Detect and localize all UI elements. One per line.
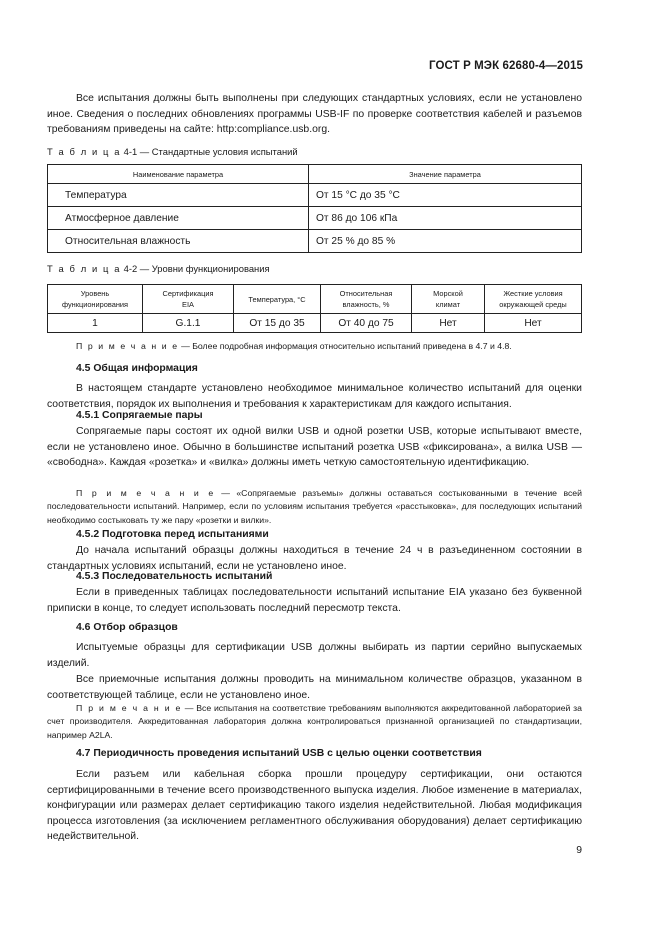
document-header: ГОСТ Р МЭК 62680-4—2015 bbox=[429, 60, 583, 72]
intro-paragraph: Все испытания должны быть выполнены при следующих стандартных условиях, если не установлено иное. Сведения о последних обновлениях программы USB-IF по проверке соответствия кабелей и разъемов требованиям приведены на сайте: http:compliance.usb.org. bbox=[47, 93, 582, 136]
page-number: 9 bbox=[576, 845, 582, 856]
note-text: — Более подробная информация относительно испытаний приведена в 4.7 и 4.8. bbox=[178, 341, 512, 351]
section-4-6-text-1: Испытуемые образцы для сертификации USB должны выбирать из партии серийно выпускаемых изделий. bbox=[47, 642, 582, 669]
table-cell: От 40 до 75 bbox=[321, 314, 412, 333]
table2-caption-text: 4-2 — Уровни функционирования bbox=[121, 263, 270, 274]
table1-caption-text: 4-1 — Стандартные условия испытаний bbox=[121, 146, 298, 157]
table-cell: 1 bbox=[48, 314, 143, 333]
table-cell: Нет bbox=[485, 314, 582, 333]
section-4-5-1-title: 4.5.1 Сопрягаемые пары bbox=[76, 410, 203, 421]
table-cell: Относительная влажность bbox=[48, 230, 309, 253]
note-label: П р и м е ч а н и е bbox=[76, 703, 182, 713]
header-line: Жесткие условия bbox=[503, 289, 563, 298]
table-cell: Атмосферное давление bbox=[48, 207, 309, 230]
table-row bbox=[48, 207, 582, 230]
table-header-cell: Значение параметра bbox=[309, 165, 582, 184]
table-cell: От 15 до 35 bbox=[234, 314, 321, 333]
table-header-row bbox=[48, 285, 582, 314]
table-cell: G.1.1 bbox=[143, 314, 234, 333]
table-cell: Нет bbox=[412, 314, 485, 333]
section-4-5-2-title: 4.5.2 Подготовка перед испытаниями bbox=[76, 529, 269, 540]
note-label: П р и м е ч а н и е bbox=[76, 488, 215, 498]
table-header-cell bbox=[143, 285, 234, 314]
standard-conditions-table bbox=[47, 164, 582, 253]
table1-caption bbox=[47, 146, 298, 157]
header-line: влажность, % bbox=[342, 300, 390, 309]
table-row bbox=[48, 230, 582, 253]
note-2 bbox=[47, 487, 582, 527]
table2-caption bbox=[47, 263, 270, 274]
header-line: Температура, °С bbox=[248, 294, 306, 304]
section-4-6-text-2: Все приемочные испытания должны проводить на минимальном количестве образцов, указанном в соответствующей таблице, если не установлено иное. bbox=[47, 674, 582, 701]
section-4-5-3-title: 4.5.3 Последовательность испытаний bbox=[76, 571, 273, 582]
table-row bbox=[48, 314, 582, 333]
table-header-cell: Наименование параметра bbox=[48, 165, 309, 184]
note-text: — «Сопрягаемые разъемы» должны оставаться состыкованными в течение всей последовательности испытаний. Например, если по условиям испытания требуется «расстыковка», для последующих испытаний необходимо состыковать ту же пару «розетки и вилки». bbox=[47, 488, 582, 525]
header-line: Сертификация bbox=[162, 289, 214, 298]
section-4-7-title: 4.7 Периодичность проведения испытаний USB с целью оценки соответствия bbox=[76, 748, 482, 759]
section-4-5-title: 4.5 Общая информация bbox=[76, 363, 198, 374]
header-line: Уровень bbox=[80, 289, 110, 298]
table-header-cell bbox=[485, 285, 582, 314]
table-header-cell bbox=[321, 285, 412, 314]
note-3 bbox=[47, 702, 582, 742]
section-4-5-3-text: Если в приведенных таблицах последовательности испытаний испытание EIA указано без буквенной приписки в конце, то следует использовать последний пересмотр текста. bbox=[47, 587, 582, 614]
table1-label: Т а б л и ц а bbox=[47, 146, 122, 157]
table-cell: Температура bbox=[48, 184, 309, 207]
section-4-5-1-text: Сопрягаемые пары состоят их одной вилки USB и одной розетки USB, которые испытывают вместе, если не установлено иное. Обычно в большинстве испытаний розетка USB «фиксирована», а вилка USB — «свободна». Каждая «розетка» и «вилка» должны иметь четкую самостоятельную идентификацию. bbox=[47, 426, 582, 469]
header-line: EIA bbox=[182, 300, 194, 309]
header-line: окружающей среды bbox=[499, 300, 567, 309]
operating-levels-table bbox=[47, 284, 582, 333]
note-text: — Все испытания на соответствие требованиям выполняются аккредитованной лабораторией за счет производителя. Аккредитованная лаборатория должна контролироваться признанной организацией по стандартизации, например A2LA. bbox=[47, 703, 582, 740]
note-1 bbox=[47, 340, 582, 353]
note-label: П р и м е ч а н и е bbox=[76, 341, 179, 351]
header-line: Морской bbox=[433, 289, 463, 298]
table-header-cell bbox=[48, 285, 143, 314]
header-line: климат bbox=[435, 300, 461, 309]
table-row bbox=[48, 184, 582, 207]
section-4-7-text: Если разъем или кабельная сборка прошли процедуру сертификации, они остаются сертифицированными в течение всего производственного выпуска изделия. Любое изменение в материалах, конфигурации или размерах делает сертификацию такого изделия недействительной. Любая модификация процесса изготовления (за исключением регламентного обслуживания оборудования) делает сертификацию недействительной. bbox=[47, 769, 582, 843]
table-header-cell bbox=[412, 285, 485, 314]
section-4-6-title: 4.6 Отбор образцов bbox=[76, 622, 178, 633]
table2-label: Т а б л и ц а bbox=[47, 263, 122, 274]
table-header-row bbox=[48, 165, 582, 184]
section-4-5-text: В настоящем стандарте установлено необходимое минимальное количество испытаний для оценки соответствия, порядок их выполнения и требования к характеристикам для каждого испытания. bbox=[47, 383, 582, 410]
header-line: Относительная bbox=[339, 289, 393, 298]
table-cell: От 25 % до 85 % bbox=[309, 230, 582, 253]
table-cell: От 15 °С до 35 °С bbox=[309, 184, 582, 207]
header-line: функционирования bbox=[61, 300, 129, 309]
table-header-cell bbox=[234, 285, 321, 314]
table-cell: От 86 до 106 кПа bbox=[309, 207, 582, 230]
section-4-5-2-text: До начала испытаний образцы должны находиться в течение 24 ч в разъединенном состоянии в стандартных условиях испытаний, если не установлено иное. bbox=[47, 545, 582, 572]
